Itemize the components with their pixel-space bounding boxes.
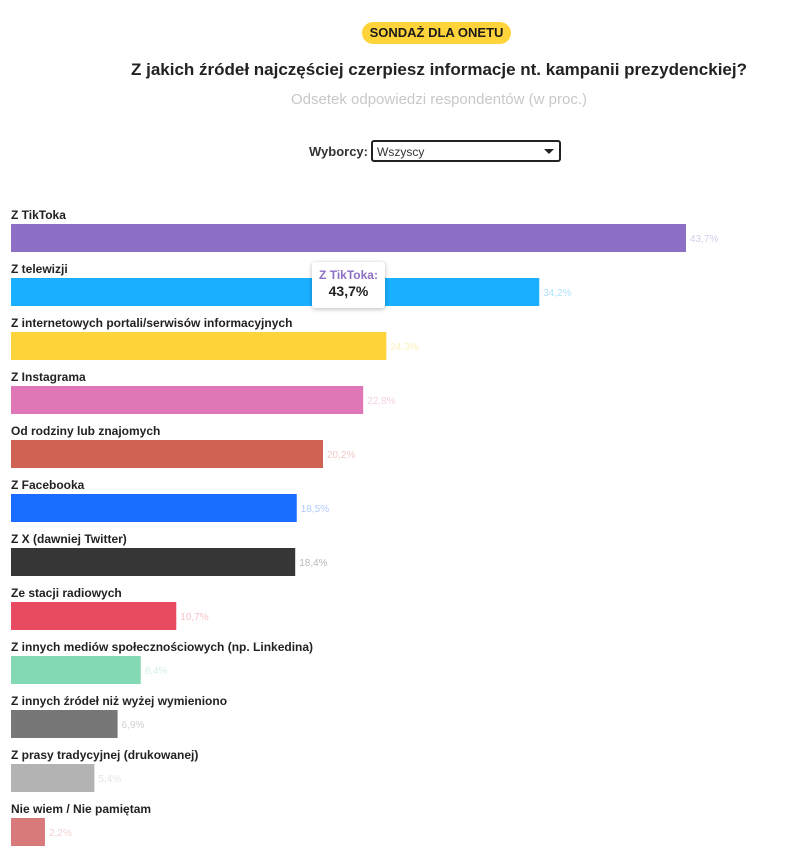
value-label: 5,4% (98, 774, 122, 785)
category-label: Z X (dawniej Twitter) (11, 532, 127, 546)
category-label: Z Facebooka (11, 478, 85, 492)
bar[interactable] (11, 548, 295, 576)
category-label: Od rodziny lub znajomych (11, 424, 161, 438)
bar[interactable] (11, 602, 176, 630)
category-label: Z innych źródeł niż wyżej wymieniono (11, 694, 228, 708)
value-label: 20,2% (327, 450, 356, 461)
category-label: Z innych mediów społecznościowych (np. Linkedina) (11, 640, 314, 654)
value-label: 18,5% (300, 504, 330, 515)
value-label: 6,9% (121, 720, 145, 731)
bar[interactable] (11, 656, 141, 684)
value-label: 24,3% (390, 342, 419, 353)
voters-dropdown[interactable] (371, 140, 561, 162)
tooltip-value: 43,7% (328, 283, 369, 299)
chart-tooltip (312, 262, 385, 308)
bar[interactable] (11, 386, 363, 414)
bar[interactable] (11, 224, 686, 252)
category-label: Ze stacji radiowych (11, 586, 122, 600)
category-label: Z Instagrama (11, 370, 86, 384)
category-label: Nie wiem / Nie pamiętam (11, 802, 152, 816)
voters-dropdown-value: Wszyscy (377, 145, 425, 159)
value-label: 43,7% (690, 234, 719, 245)
bar[interactable] (11, 494, 297, 522)
bar-chart (0, 195, 788, 853)
chevron-down-icon (544, 149, 554, 154)
survey-badge: SONDAŻ DLA ONETU (362, 22, 511, 44)
chart-subtitle: Odsetek odpowiedzi respondentów (w proc.) (291, 91, 587, 108)
bar[interactable] (11, 764, 94, 792)
tooltip-series-label: Z TikToka: (319, 268, 378, 282)
value-label: 10,7% (180, 612, 209, 623)
bar[interactable] (11, 710, 118, 738)
chart-title: Z jakich źródeł najczęściej czerpiesz informacje nt. kampanii prezydenckiej? (130, 60, 747, 79)
value-label: 34,2% (543, 288, 572, 299)
value-label: 22,8% (367, 396, 396, 407)
category-label: Z telewizji (11, 262, 68, 276)
bar[interactable] (11, 440, 323, 468)
value-label: 2,2% (48, 828, 72, 839)
value-label: 8,4% (144, 666, 168, 677)
voters-filter-label: Wyborcy: (309, 144, 368, 159)
category-label: Z prasy tradycyjnej (drukowanej) (11, 748, 199, 762)
value-label: 18,4% (299, 558, 328, 569)
bar[interactable] (11, 278, 539, 306)
bar[interactable] (11, 332, 386, 360)
category-label: Z internetowych portali/serwisów informacyjnych (11, 316, 293, 330)
category-label: Z TikToka (11, 208, 66, 222)
bar[interactable] (11, 818, 45, 846)
